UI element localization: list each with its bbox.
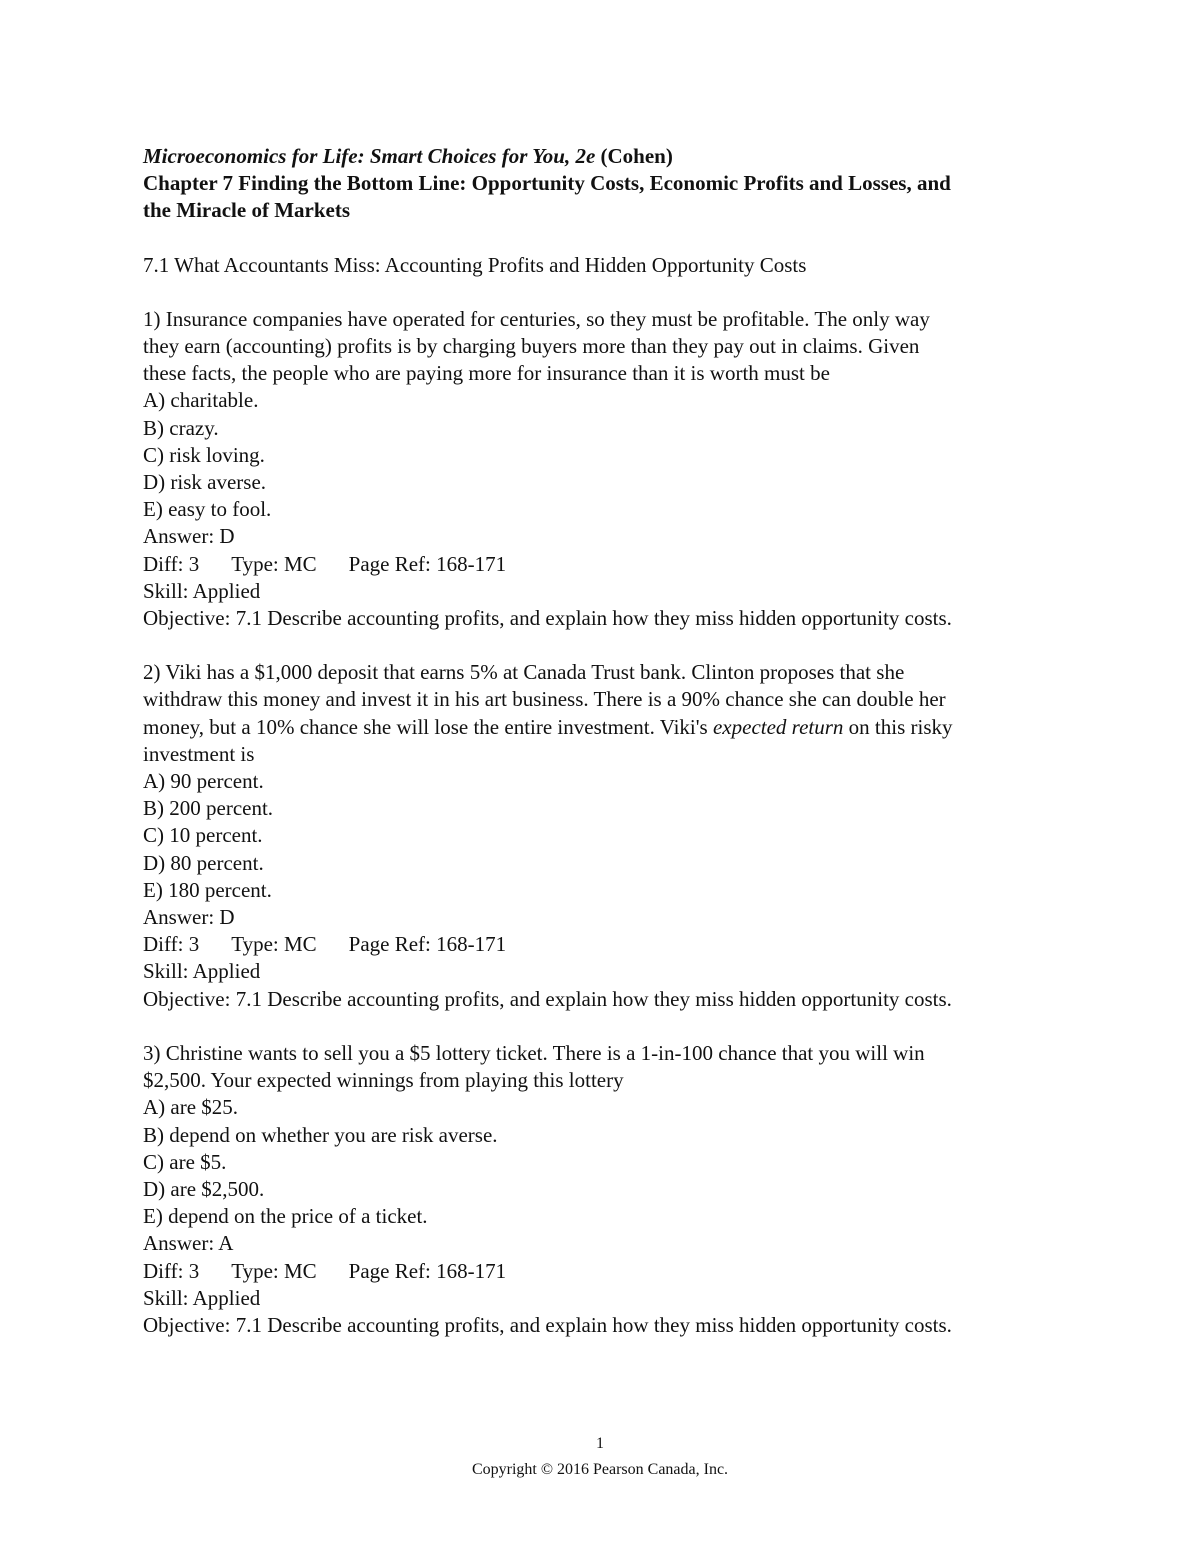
page-number: 1: [596, 1435, 604, 1452]
emphasized-term: expected return: [712, 714, 844, 739]
book-title: Microeconomics for Life: Smart Choices for You, 2e: [143, 144, 596, 168]
option-b: B) depend on whether you are risk averse.: [143, 1122, 498, 1147]
question-stem-line: 2) Viki has a $1,000 deposit that earns 5% at Canada Trust bank. Clinton proposes that she: [143, 660, 905, 685]
question-type: Type: MC: [231, 1258, 317, 1283]
document-header: [143, 143, 1063, 225]
chapter-title-line-2: the Miracle of Markets: [143, 198, 350, 223]
question-meta: [143, 931, 1063, 958]
option-d: D) risk averse.: [143, 470, 267, 495]
book-title-line: [143, 143, 1063, 170]
option-c: C) 10 percent.: [143, 823, 263, 848]
answer-options: [143, 387, 1063, 523]
difficulty: Diff: 3: [143, 1258, 200, 1283]
option-a: A) 90 percent.: [143, 769, 264, 794]
skill: Skill: Applied: [143, 578, 261, 603]
stem-text: money, but a 10% chance she will lose the entire investment. Viki's: [143, 714, 713, 739]
option-d: D) are $2,500.: [143, 1176, 265, 1201]
question-stem: [143, 659, 1063, 768]
option-b: B) crazy.: [143, 415, 219, 440]
option-e: E) 180 percent.: [143, 877, 272, 902]
objective: Objective: 7.1 Describe accounting profits, and explain how they miss hidden opportunity costs.: [143, 606, 952, 631]
question-stem: [143, 306, 1063, 388]
skill: Skill: Applied: [143, 959, 261, 984]
difficulty: Diff: 3: [143, 932, 200, 957]
question-stem-line: [143, 714, 1063, 741]
question-type: Type: MC: [231, 551, 317, 576]
page-content: [143, 143, 1063, 1339]
question-type: Type: MC: [231, 932, 317, 957]
answer-key: Answer: D: [143, 524, 235, 549]
question-stem-line: these facts, the people who are paying more for insurance than it is worth must be: [143, 361, 830, 386]
book-author: (Cohen): [600, 144, 673, 168]
question-1: [143, 306, 1063, 632]
stem-text: on this risky: [843, 714, 953, 739]
question-stem-line: 3) Christine wants to sell you a $5 lottery ticket. There is a 1-in-100 chance that you will win: [143, 1040, 925, 1065]
option-a: A) are $25.: [143, 1095, 239, 1120]
page-reference: Page Ref: 168-171: [348, 1258, 507, 1283]
question-stem: [143, 1040, 1063, 1094]
question-2: [143, 659, 1063, 1013]
option-d: D) 80 percent.: [143, 850, 264, 875]
question-stem-line: 1) Insurance companies have operated for centuries, so they must be profitable. The only way: [143, 306, 930, 331]
question-meta: [143, 1258, 1063, 1285]
chapter-title-line-1: Chapter 7 Finding the Bottom Line: Opportunity Costs, Economic Profits and Losses, and: [143, 171, 951, 196]
option-a: A) charitable.: [143, 388, 259, 413]
option-e: E) easy to fool.: [143, 497, 272, 522]
option-c: C) are $5.: [143, 1149, 227, 1174]
answer-key: Answer: A: [143, 1231, 234, 1256]
objective: Objective: 7.1 Describe accounting profits, and explain how they miss hidden opportunity costs.: [143, 986, 952, 1011]
answer-options: [143, 768, 1063, 904]
question-3: [143, 1040, 1063, 1339]
question-stem-line: investment is: [143, 741, 255, 766]
section-heading: [143, 252, 1063, 279]
copyright-notice: Copyright © 2016 Pearson Canada, Inc.: [471, 1461, 729, 1478]
objective: Objective: 7.1 Describe accounting profits, and explain how they miss hidden opportunity costs.: [143, 1312, 952, 1337]
page-reference: Page Ref: 168-171: [348, 551, 507, 576]
question-stem-line: $2,500. Your expected winnings from playing this lottery: [143, 1068, 624, 1093]
question-stem-line: withdraw this money and invest it in his art business. There is a 90% chance she can double her: [143, 687, 946, 712]
page-reference: Page Ref: 168-171: [348, 932, 507, 957]
option-e: E) depend on the price of a ticket.: [143, 1204, 428, 1229]
answer-options: [143, 1094, 1063, 1230]
option-b: B) 200 percent.: [143, 796, 274, 821]
question-meta: [143, 551, 1063, 578]
answer-key: Answer: D: [143, 905, 235, 930]
difficulty: Diff: 3: [143, 551, 200, 576]
section-title: 7.1 What Accountants Miss: Accounting Profits and Hidden Opportunity Costs: [143, 252, 807, 277]
option-c: C) risk loving.: [143, 442, 265, 467]
question-stem-line: they earn (accounting) profits is by charging buyers more than they pay out in claims. Given: [143, 334, 920, 359]
skill: Skill: Applied: [143, 1285, 261, 1310]
